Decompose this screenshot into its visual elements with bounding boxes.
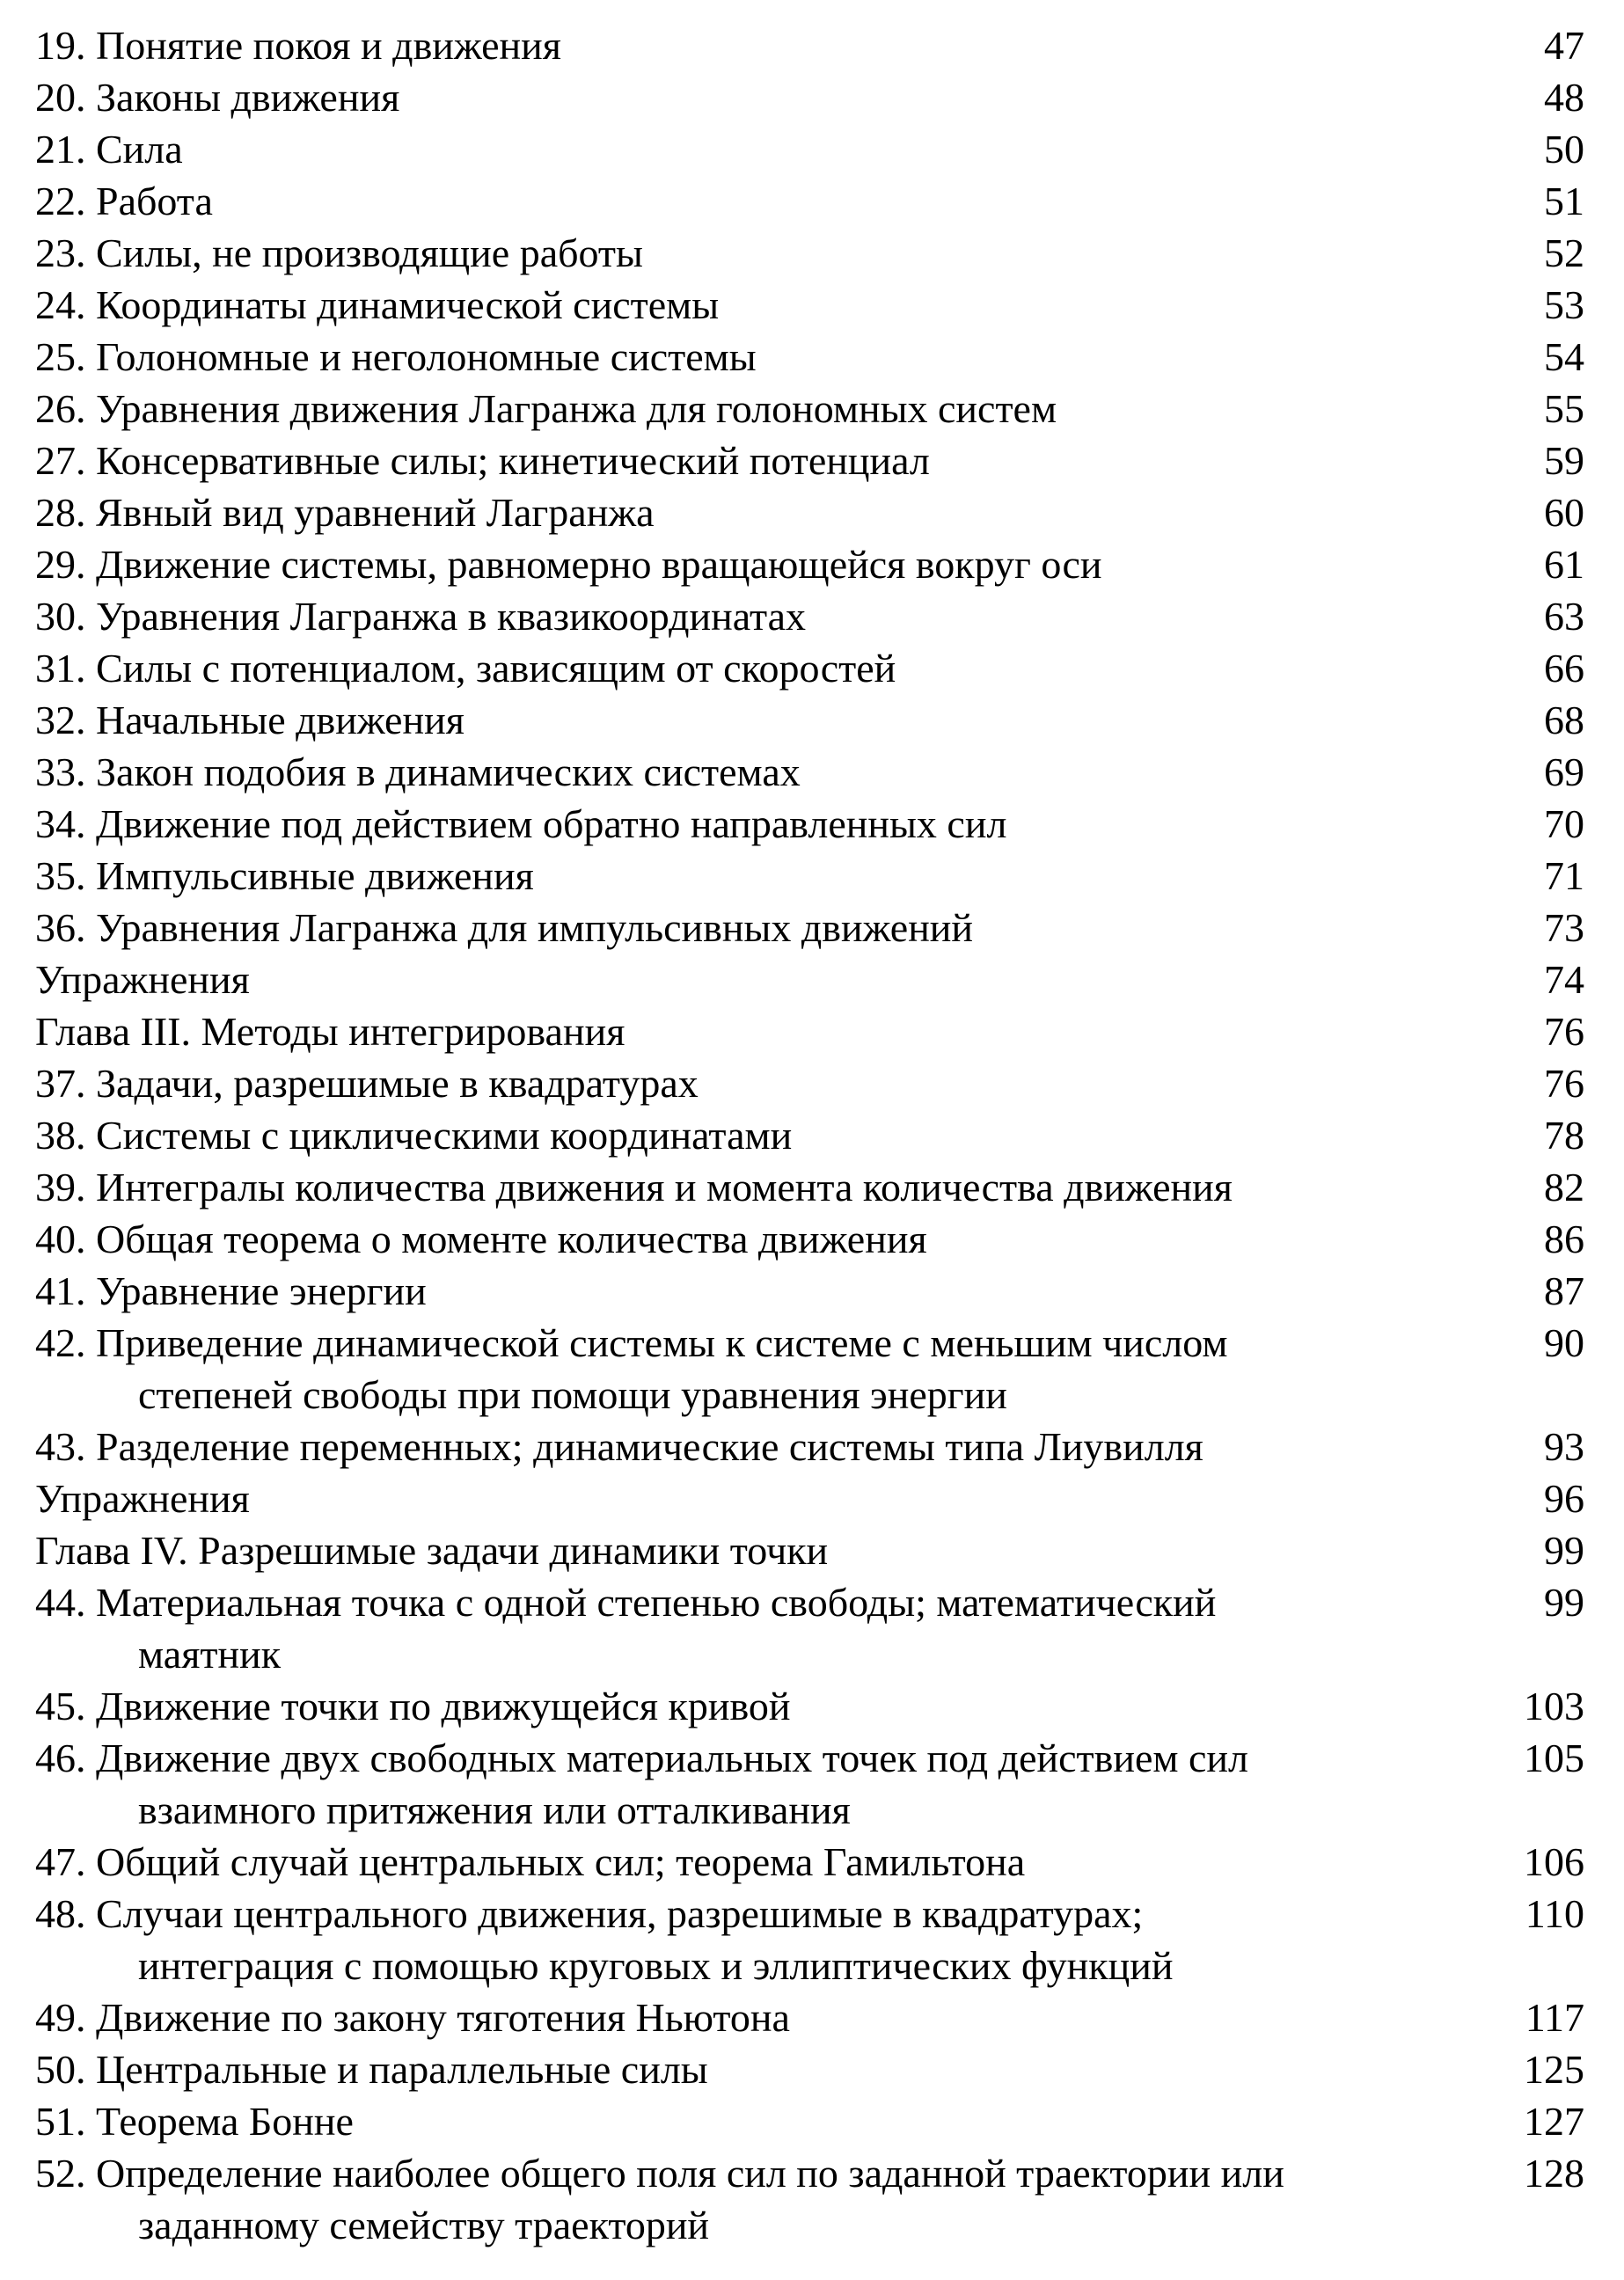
toc-entry-page-number: 78	[1544, 1113, 1584, 1158]
toc-entry	[0, 1265, 1624, 1317]
toc-entry-title: 21. Сила	[35, 127, 183, 172]
toc-entry-title-continuation: интеграция с помощью круговых и эллиптических функций	[138, 1943, 1174, 1988]
toc-entry	[0, 746, 1624, 798]
toc-entry-page-number: 76	[1544, 1009, 1584, 1054]
toc-entry	[0, 1732, 1624, 1836]
toc-entry-title: 50. Центральные и параллельные силы	[35, 2047, 708, 2092]
toc-entry-title: 32. Начальные движения	[35, 698, 465, 742]
toc-entry	[0, 1836, 1624, 1888]
toc-entry	[0, 642, 1624, 694]
toc-entry-page-number: 53	[1544, 282, 1584, 327]
toc-entry-title: 41. Уравнение энергии	[35, 1268, 427, 1313]
toc-entry-title: 43. Разделение переменных; динамические системы типа Лиувилля	[35, 1424, 1203, 1469]
toc-entry-page-number: 128	[1524, 2151, 1584, 2196]
toc-entry-title: 49. Движение по закону тяготения Ньютона	[35, 1995, 790, 2040]
toc-entry	[0, 590, 1624, 642]
toc-entry-title: 37. Задачи, разрешимые в квадратурах	[35, 1061, 699, 1106]
toc-entry	[0, 798, 1624, 850]
toc-entry-title: 51. Теорема Бонне	[35, 2099, 354, 2144]
toc-entry-title: 30. Уравнения Лагранжа в квазикоординатах	[35, 594, 807, 639]
toc-entry-title: 20. Законы движения	[35, 75, 400, 120]
toc-entry-page-number: 96	[1544, 1476, 1584, 1521]
toc-entry	[0, 694, 1624, 746]
toc-entry-title: 36. Уравнения Лагранжа для импульсивных движений	[35, 905, 974, 950]
toc-entry	[0, 435, 1624, 486]
toc-entry	[0, 1524, 1624, 1576]
toc-entry-page-number: 55	[1544, 386, 1584, 431]
toc-entry-page-number: 76	[1544, 1061, 1584, 1106]
toc-entry-title: 24. Координаты динамической системы	[35, 282, 720, 327]
toc-entry	[0, 123, 1624, 175]
toc-entry	[0, 2095, 1624, 2147]
toc-entry-page-number: 71	[1544, 853, 1584, 898]
toc-entry-title: 26. Уравнения движения Лагранжа для голономных систем	[35, 386, 1057, 431]
toc-entry-title: 22. Работа	[35, 179, 213, 223]
toc-entry-title: 31. Силы с потенциалом, зависящим от скоростей	[35, 646, 896, 691]
toc-entry-title-continuation: заданному семейству траекторий	[138, 2203, 710, 2247]
toc-entry-page-number: 90	[1544, 1320, 1584, 1365]
toc-entry	[0, 175, 1624, 227]
toc-entry-title: 45. Движение точки по движущейся кривой	[35, 1684, 791, 1728]
toc-entry	[0, 1213, 1624, 1265]
toc-entry-page-number: 61	[1544, 542, 1584, 587]
toc-entry-page-number: 69	[1544, 749, 1584, 794]
toc-entry-page-number: 63	[1544, 594, 1584, 639]
toc-entry-title: 29. Движение системы, равномерно вращающейся вокруг оси	[35, 542, 1102, 587]
toc-entry-page-number: 125	[1524, 2047, 1584, 2092]
toc-entry-title: 42. Приведение динамической системы к системе с меньшим числом	[35, 1320, 1228, 1365]
toc-entry-page-number: 74	[1544, 957, 1584, 1002]
toc-entry	[0, 1421, 1624, 1472]
toc-entry	[0, 227, 1624, 279]
toc-entry-page-number: 106	[1524, 1839, 1584, 1884]
toc-entry	[0, 954, 1624, 1005]
toc-entry	[0, 1005, 1624, 1057]
toc-entry-title: 38. Системы с циклическими координатами	[35, 1113, 793, 1158]
toc-entry-page-number: 103	[1524, 1684, 1584, 1728]
toc-entry	[0, 2147, 1624, 2251]
toc-entry-page-number: 48	[1544, 75, 1584, 120]
toc-entry-page-number: 93	[1544, 1424, 1584, 1469]
toc-entry-title-continuation: взаимного притяжения или отталкивания	[138, 1787, 851, 1832]
toc-entry-title: 47. Общий случай центральных сил; теорема Гамильтона	[35, 1839, 1026, 1884]
toc-entry-title: 44. Материальная точка с одной степенью свободы; математический	[35, 1580, 1217, 1625]
toc-entry	[0, 1680, 1624, 1732]
toc-entry	[0, 538, 1624, 590]
toc-entry-page-number: 51	[1544, 179, 1584, 223]
toc-entry	[0, 1888, 1624, 1991]
toc-entry	[0, 850, 1624, 902]
toc-entry	[0, 71, 1624, 123]
toc-entry-title: 34. Движение под действием обратно направленных сил	[35, 801, 1007, 846]
toc-entry	[0, 19, 1624, 71]
toc-entry-page-number: 52	[1544, 230, 1584, 275]
toc-entry-page-number: 99	[1544, 1528, 1584, 1573]
toc-entry	[0, 2043, 1624, 2095]
toc-entry-page-number: 66	[1544, 646, 1584, 691]
toc-entry	[0, 902, 1624, 954]
toc-entry-page-number: 59	[1544, 438, 1584, 483]
toc-entry-title: 28. Явный вид уравнений Лагранжа	[35, 490, 655, 535]
toc-entry	[0, 1109, 1624, 1161]
toc-entry	[0, 1991, 1624, 2043]
toc-entry-title: Глава III. Методы интегрирования	[35, 1009, 625, 1054]
toc-entry-title: 19. Понятие покоя и движения	[35, 23, 561, 68]
toc-entry-title: 40. Общая теорема о моменте количества движения	[35, 1217, 927, 1261]
toc-entry	[0, 486, 1624, 538]
toc-entry-page-number: 87	[1544, 1268, 1584, 1313]
toc-entry-page-number: 127	[1524, 2099, 1584, 2144]
toc-entry-page-number: 47	[1544, 23, 1584, 68]
toc-entry-title: 39. Интегралы количества движения и момента количества движения	[35, 1165, 1233, 1209]
table-of-contents	[0, 19, 1624, 2251]
toc-entry-page-number: 70	[1544, 801, 1584, 846]
toc-entry-title: 27. Консервативные силы; кинетический потенциал	[35, 438, 930, 483]
toc-entry-title: 35. Импульсивные движения	[35, 853, 534, 898]
toc-entry	[0, 1317, 1624, 1421]
toc-entry-page-number: 110	[1525, 1891, 1584, 1936]
toc-entry-page-number: 68	[1544, 698, 1584, 742]
toc-entry-title: Упражнения	[35, 1476, 250, 1521]
toc-entry-title: 25. Голономные и неголономные системы	[35, 334, 757, 379]
toc-entry-page-number: 73	[1544, 905, 1584, 950]
toc-entry	[0, 383, 1624, 435]
toc-entry-page-number: 54	[1544, 334, 1584, 379]
toc-entry-title: 23. Силы, не производящие работы	[35, 230, 643, 275]
toc-entry	[0, 1576, 1624, 1680]
toc-entry-title: 33. Закон подобия в динамических системах	[35, 749, 801, 794]
toc-entry-title: Упражнения	[35, 957, 250, 1002]
toc-entry	[0, 1057, 1624, 1109]
toc-entry-page-number: 50	[1544, 127, 1584, 172]
toc-entry	[0, 279, 1624, 331]
toc-entry-page-number: 105	[1524, 1736, 1584, 1780]
toc-entry-title: 52. Определение наиболее общего поля сил по заданной траектории или	[35, 2151, 1284, 2196]
toc-entry	[0, 1472, 1624, 1524]
toc-entry-title: 48. Случаи центрального движения, разрешимые в квадратурах;	[35, 1891, 1144, 1936]
toc-entry	[0, 1161, 1624, 1213]
toc-entry	[0, 331, 1624, 383]
toc-entry-page-number: 82	[1544, 1165, 1584, 1209]
toc-entry-title-continuation: маятник	[138, 1632, 282, 1677]
toc-entry-title: Глава IV. Разрешимые задачи динамики точки	[35, 1528, 829, 1573]
toc-entry-page-number: 86	[1544, 1217, 1584, 1261]
toc-entry-title: 46. Движение двух свободных материальных точек под действием сил	[35, 1736, 1248, 1780]
toc-entry-page-number: 117	[1525, 1995, 1584, 2040]
toc-entry-page-number: 60	[1544, 490, 1584, 535]
toc-entry-title-continuation: степеней свободы при помощи уравнения энергии	[138, 1372, 1007, 1417]
toc-entry-page-number: 99	[1544, 1580, 1584, 1625]
